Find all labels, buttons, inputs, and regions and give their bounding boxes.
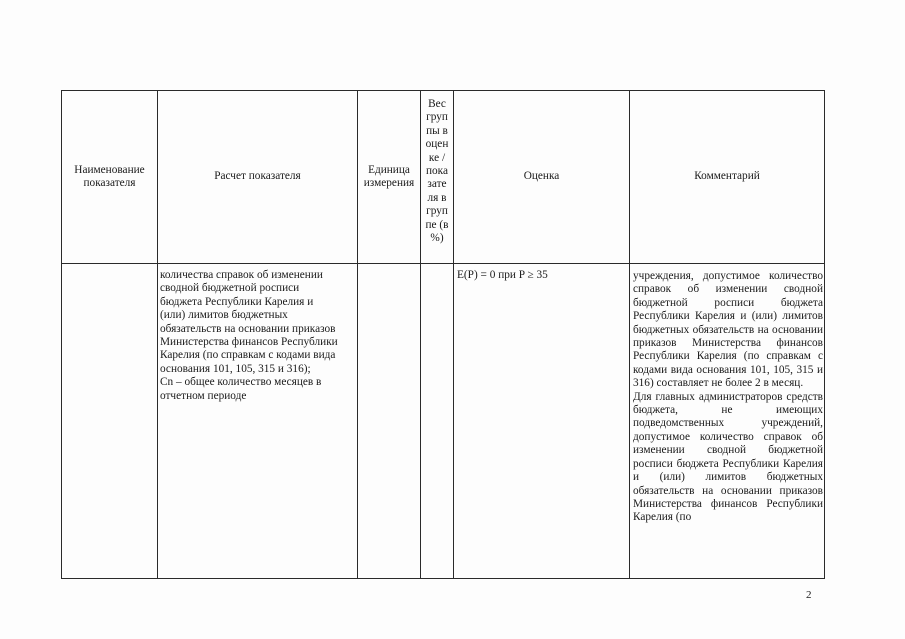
cell-name — [62, 264, 158, 579]
page-number: 2 — [806, 589, 812, 601]
header-assessment: Оценка — [454, 91, 630, 264]
header-name: Наименование показателя — [62, 91, 158, 264]
table-header-row — [62, 91, 825, 264]
indicator-table — [61, 90, 825, 579]
cell-unit — [358, 264, 421, 579]
header-unit: Единица измерения — [358, 91, 421, 264]
table-row — [62, 264, 825, 579]
header-weight-text: Вес груп пы в оцен ке / пока зате ля в груп пе (в %) — [425, 98, 449, 245]
header-comment: Комментарий — [630, 91, 825, 264]
cell-weight — [421, 264, 454, 579]
header-weight — [421, 91, 454, 264]
header-calculation: Расчет показателя — [158, 91, 358, 264]
cell-assessment: E(P) = 0 при P ≥ 35 — [454, 264, 630, 579]
cell-comment — [630, 264, 825, 579]
cell-calculation — [158, 264, 358, 579]
comment-paragraph-1: учреждения, допустимое количество справок об изменении сводной бюджетной росписи бюджета Республики Карелия и (или) лимитов бюджетных обязательств на основании приказов Министерства финансов Республики Карелия (по справкам с кодами вида основания 101, 105, 315 и 316) составляет не более 2 в месяц. — [633, 270, 823, 390]
comment-paragraph-2: Для главных администраторов средств бюджета, не имеющих подведомственных учреждений, допустимое количество справок об изменении сводной бюджетной росписи бюджета Республики Карелия и (или) лимитов бюджетных обязательств на основании приказов Министерства финансов Республики Карелия (по — [633, 390, 823, 524]
calculation-text: количества справок об изменении сводной бюджетной росписи бюджета Республики Карелия и (или) лимитов бюджетных обязательств на основании приказов Министерства финансов Республики Карелия (по справкам с кодами вида основания 101, 105, 315 и 316); Cn – общее количество месяцев в отчетном периоде — [160, 269, 338, 402]
